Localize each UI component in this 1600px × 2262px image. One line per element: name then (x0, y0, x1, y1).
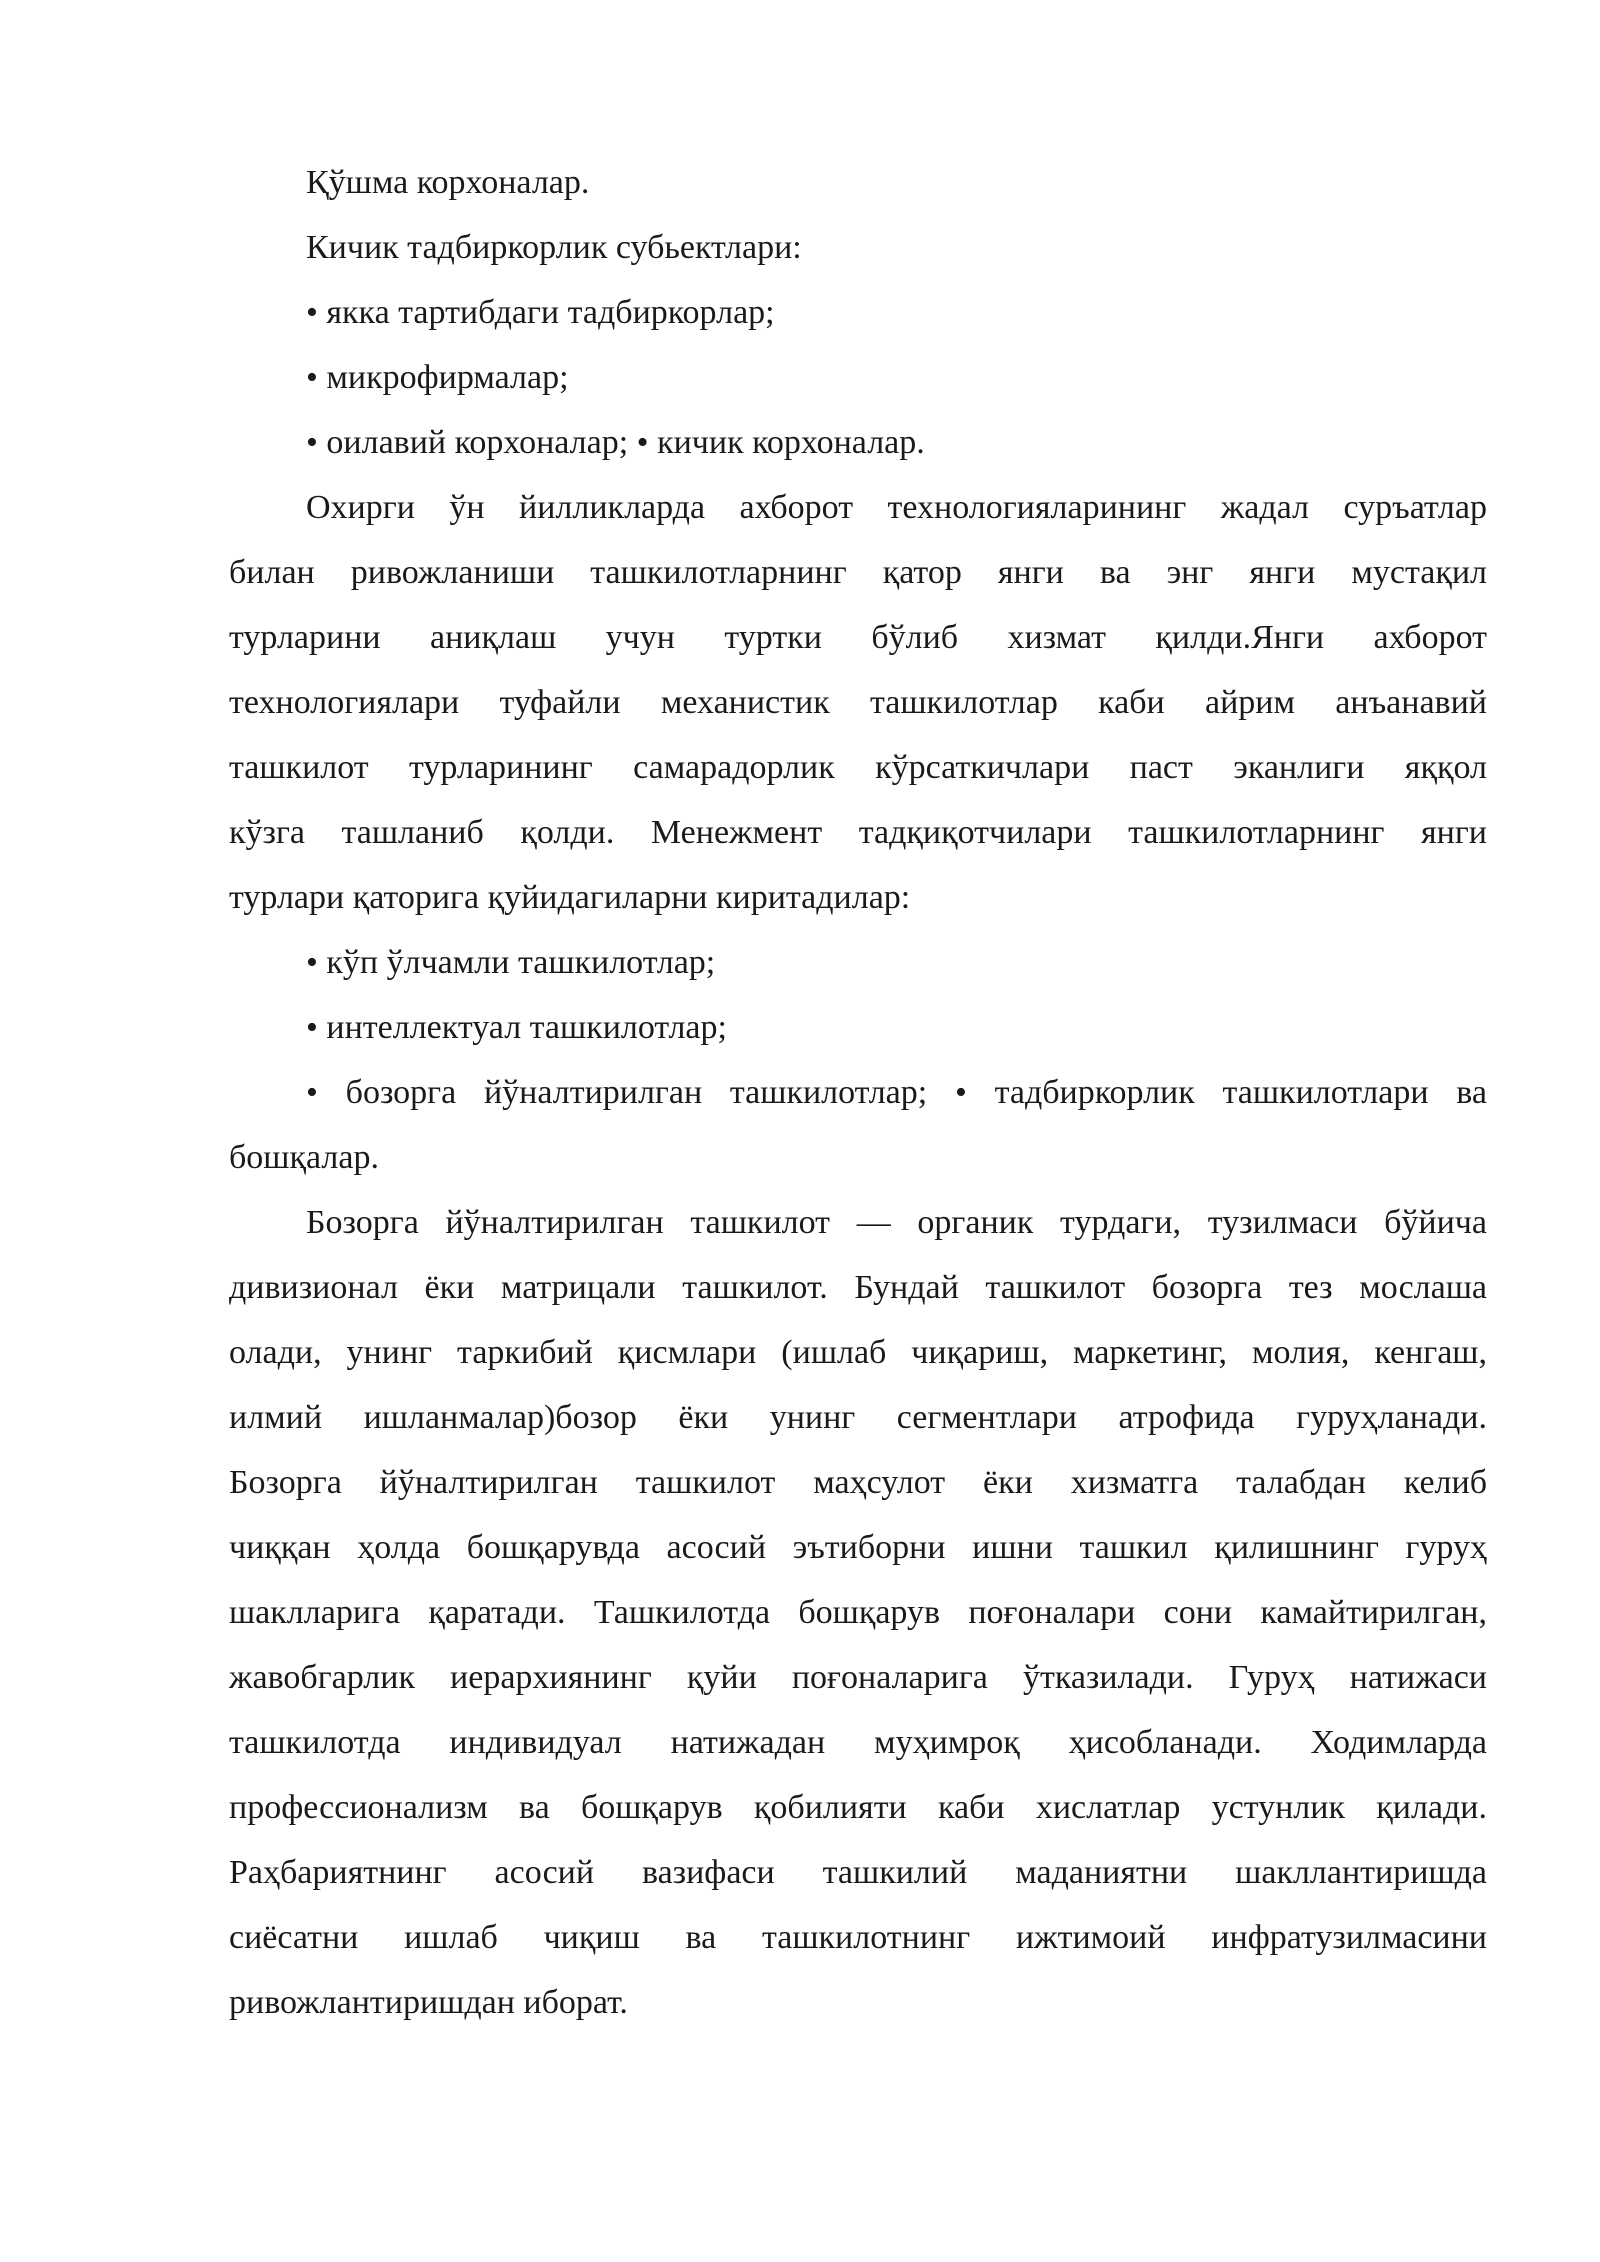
paragraph-line: билан ривожланиши ташкилотларнинг қатор янги ва энг янги мустақил (229, 554, 1487, 591)
paragraph-line: ривожлантиришдан иборат. (229, 1984, 628, 2021)
bullet-item: • интеллектуал ташкилотлар; (306, 1009, 727, 1046)
text-line: Кичик тадбиркорлик субьектлари: (306, 229, 802, 266)
bullet-item: • кўп ўлчамли ташкилотлар; (306, 944, 716, 981)
paragraph-line: Бозорга йўналтирилган ташкилот маҳсулот ёки хизматга талабдан келиб (229, 1464, 1487, 1501)
paragraph-line: ташкилот турларининг самарадорлик кўрсаткичлари паст эканлиги яққол (229, 749, 1487, 786)
paragraph-line: ташкилотда индивидуал натижадан муҳимроқ ҳисобланади. Ходимларда (229, 1724, 1487, 1761)
paragraph-line: жавобгарлик иерархиянинг қуйи поғоналарига ўтказилади. Гуруҳ натижаси (229, 1659, 1487, 1696)
bullet-item: • оилавий корхоналар; • кичик корхоналар. (306, 424, 925, 461)
paragraph-line: шаклларига қаратади. Ташкилотда бошқарув поғоналари сони камайтирилган, (229, 1594, 1487, 1631)
paragraph-line: олади, унинг таркибий қисмлари (ишлаб чиқариш, маркетинг, молия, кенгаш, (229, 1334, 1487, 1371)
paragraph-line: турлари қаторига қуйидагиларни киритадилар: (229, 879, 911, 916)
paragraph-line: турларини аниқлаш учун туртки бўлиб хизмат қилди.Янги ахборот (229, 619, 1487, 656)
bullet-item: • якка тартибдаги тадбиркорлар; (306, 294, 775, 331)
paragraph-line: чиққан ҳолда бошқарувда асосий эътиборни ишни ташкил қилишнинг гуруҳ (229, 1529, 1487, 1566)
paragraph-line: илмий ишланмалар)бозор ёки унинг сегментлари атрофида гуруҳланади. (229, 1399, 1487, 1436)
paragraph-line: Раҳбариятнинг асосий вазифаси ташкилий маданиятни шакллантиришда (229, 1854, 1487, 1891)
document-body (229, 150, 1487, 2035)
paragraph-line: бошқалар. (229, 1139, 379, 1176)
paragraph-line: сиёсатни ишлаб чиқиш ва ташкилотнинг ижтимоий инфратузилмасини (229, 1919, 1487, 1956)
paragraph-line: Бозорга йўналтирилган ташкилот — органик турдаги, тузилмаси бўйича (306, 1204, 1487, 1241)
paragraph-line: Охирги ўн йилликларда ахборот технологияларининг жадал суръатлар (306, 489, 1487, 526)
bullet-item: • микрофирмалар; (306, 359, 569, 396)
paragraph-line: кўзга ташланиб қолди. Менежмент тадқиқотчилари ташкилотларнинг янги (229, 814, 1487, 851)
paragraph-line: дивизионал ёки матрицали ташкилот. Бундай ташкилот бозорга тез мослаша (229, 1269, 1487, 1306)
paragraph-line: профессионализм ва бошқарув қобилияти каби хислатлар устунлик қилади. (229, 1789, 1487, 1826)
paragraph-line: технологиялари туфайли механистик ташкилотлар каби айрим анъанавий (229, 684, 1487, 721)
bullet-item: • бозорга йўналтирилган ташкилотлар; • тадбиркорлик ташкилотлари ва (306, 1074, 1487, 1111)
text-line: Қўшма корхоналар. (306, 164, 590, 201)
